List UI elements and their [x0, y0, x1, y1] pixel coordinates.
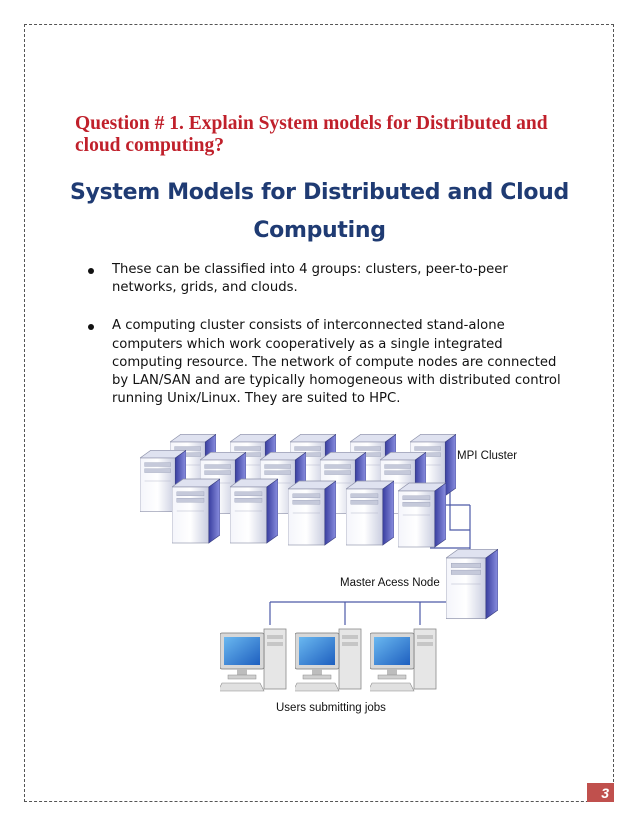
bullet-text: These can be classified into 4 groups: clusters, peer-to-peer networks, grids, and clouds.	[112, 262, 508, 296]
bullet-dot-icon	[88, 268, 94, 274]
cluster-servers-front	[172, 479, 446, 547]
users-label: Users submitting jobs	[276, 702, 386, 714]
bullet-item	[88, 317, 563, 408]
master-node-server	[446, 549, 498, 618]
bullet-list	[88, 261, 563, 428]
bullet-dot-icon	[88, 324, 94, 330]
user-workstations	[218, 629, 436, 691]
mpi-cluster-label: MPI Cluster	[457, 450, 518, 462]
page-number: 3	[587, 783, 614, 802]
section-heading: System Models for Distributed and Cloud Computing	[70, 180, 569, 243]
bullet-text: A computing cluster consists of interconnected stand-alone computers which work cooperatively as a single integrated computing resource. The network of compute nodes are connected by LAN/SAN and are typically homogeneous with distributed control running Unix/Linux. They are suited to HPC.	[112, 318, 561, 407]
question-title: Question # 1. Explain System models for Distributed and cloud computing?	[75, 113, 548, 156]
bullet-item	[88, 261, 563, 297]
master-node-label: Master Acess Node	[340, 577, 440, 589]
mpi-cluster-diagram	[130, 430, 530, 720]
